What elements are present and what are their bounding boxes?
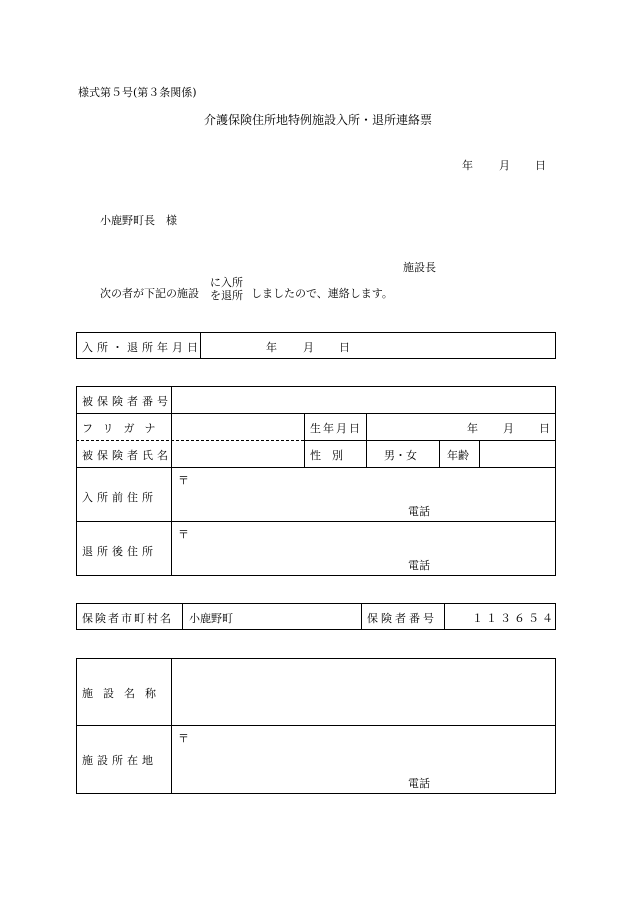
birth-day: 日 (539, 422, 550, 435)
divider (76, 725, 556, 726)
notice-option-out: を退所 (210, 289, 243, 302)
birth-month: 月 (503, 422, 514, 435)
insurer-number-label: 保険者番号 (367, 612, 437, 625)
notice-suffix: しましたので、連絡します。 (251, 287, 393, 300)
entry-month: 月 (303, 341, 314, 354)
insured-name-label: 被保険者氏名 (82, 449, 172, 462)
birth-year: 年 (467, 422, 478, 435)
divider (361, 603, 362, 630)
divider (479, 440, 480, 467)
facility-location-label: 施設所在地 (82, 754, 157, 767)
divider (304, 440, 556, 441)
divider (182, 603, 183, 630)
sex-label: 性 別 (310, 449, 343, 462)
notice-option-in: に入所 (210, 276, 243, 289)
next-address-label: 退所後住所 (82, 545, 157, 558)
age-label: 年齢 (447, 449, 469, 462)
divider (76, 467, 556, 468)
divider (76, 521, 556, 522)
notice-prefix: 次の者が下記の施設 (100, 287, 199, 300)
prev-phone-label: 電話 (408, 505, 430, 518)
furigana-label: フリガナ (82, 422, 166, 435)
facility-head: 施設長 (403, 261, 436, 274)
divider (444, 603, 445, 630)
prev-address-label: 入所前住所 (82, 491, 157, 504)
postal-mark: 〒 (178, 474, 189, 487)
next-phone-label: 電話 (408, 559, 430, 572)
addressee: 小鹿野町長 様 (100, 214, 177, 227)
entry-day: 日 (339, 341, 350, 354)
facility-name-label: 施設名称 (82, 687, 166, 700)
birthdate-label: 生年月日 (310, 422, 362, 435)
date-month: 月 (499, 159, 510, 172)
postal-mark: 〒 (178, 732, 189, 745)
municipality-label: 保険者市町村名 (82, 612, 173, 625)
divider (76, 413, 556, 414)
notice-options (210, 276, 243, 302)
entry-year: 年 (266, 341, 277, 354)
form-title: 介護保険住所地特例施設入所・退所連絡票 (204, 113, 433, 127)
form-number: 様式第５号(第３条関係) (78, 86, 197, 99)
date-day: 日 (535, 159, 546, 172)
divider (171, 386, 172, 576)
divider (439, 440, 440, 467)
insured-number-label: 被保険者番号 (82, 395, 172, 408)
date-year: 年 (462, 159, 473, 172)
table-facility (76, 658, 556, 794)
divider (171, 658, 172, 794)
divider-dashed (76, 440, 304, 441)
facility-phone-label: 電話 (408, 777, 430, 790)
divider (304, 413, 305, 467)
sex-options: 男・女 (384, 449, 417, 462)
insurer-number-value: １１３６５４ (472, 612, 556, 625)
entry-date-label: 入所・退所年月日 (82, 341, 202, 354)
municipality-value: 小鹿野町 (189, 612, 233, 625)
postal-mark: 〒 (178, 528, 189, 541)
divider (366, 413, 367, 467)
